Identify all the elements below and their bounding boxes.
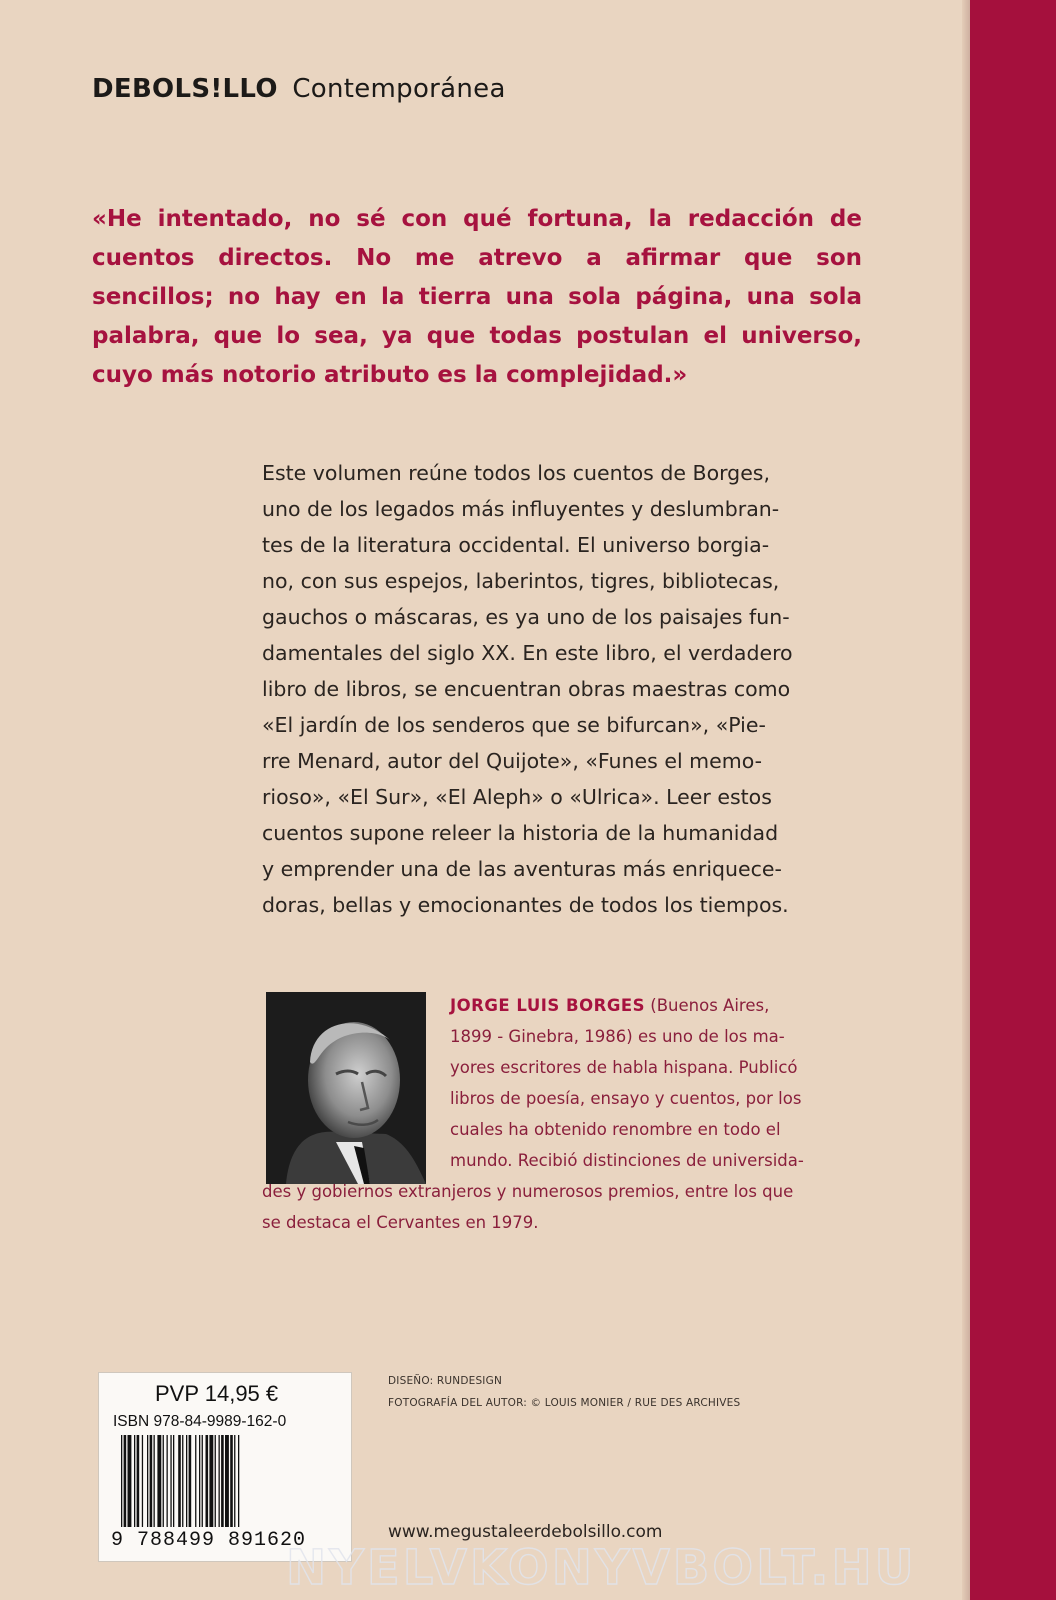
barcode	[119, 1435, 337, 1527]
barcode-bar	[121, 1435, 122, 1527]
design-credit: DISEÑO: RUNDESIGN	[388, 1375, 502, 1387]
description-line: rre Menard, autor del Quijote», «Funes el memo-	[262, 749, 763, 773]
barcode-bar	[182, 1435, 183, 1527]
barcode-bar	[215, 1435, 216, 1527]
barcode-bar	[163, 1435, 164, 1527]
book-description	[262, 455, 864, 923]
barcode-bar	[186, 1435, 187, 1527]
barcode-bar	[137, 1435, 140, 1527]
description-line: damentales del siglo XX. En este libro, el verdadero	[262, 641, 793, 665]
bio-line: se destaca el Cervantes en 1979.	[262, 1213, 539, 1232]
barcode-bar	[238, 1435, 239, 1527]
barcode-bar	[202, 1435, 203, 1527]
barcode-number: 9 788499 891620	[111, 1529, 307, 1552]
description-line: doras, bellas y emocionantes de todos los tiempos.	[262, 893, 789, 917]
author-quote: «He intentado, no sé con qué fortuna, la redacción de cuentos directos. No me atrevo a afirmar que son sencillos; no hay en la tierra una sola página, una sola palabra, que lo sea, ya que todas postulan el universo, cuyo más notorio atributo es la complejidad.»	[92, 206, 862, 388]
barcode-bar	[219, 1435, 220, 1527]
barcode-bar	[170, 1435, 171, 1527]
barcode-bar	[234, 1435, 235, 1527]
description-line: rioso», «El Sur», «El Aleph» o «Ulrica». Leer estos	[262, 785, 772, 809]
watermark: NYELVKONYVBOLT.HU	[286, 1540, 917, 1596]
bio-line: (Buenos Aires,	[645, 996, 770, 1015]
bio-line: libros de poesía, ensayo y cuentos, por los	[450, 1089, 802, 1108]
barcode-bar	[225, 1435, 229, 1527]
description-line: Este volumen reúne todos los cuentos de Borges,	[262, 461, 771, 485]
description-line: uno de los legados más influyentes y deslumbran-	[262, 497, 780, 521]
barcode-bar	[173, 1435, 174, 1527]
barcode-bar	[206, 1435, 209, 1527]
barcode-bar	[150, 1435, 153, 1527]
barcode-bar	[195, 1435, 196, 1527]
bio-line: cuales ha obtenido renombre en todo el	[450, 1120, 781, 1139]
barcode-bar	[221, 1435, 224, 1527]
barcode-label	[98, 1372, 352, 1562]
barcode-bar	[142, 1435, 143, 1527]
bio-line: des y gobiernos extranjeros y numerosos premios, entre los que	[262, 1182, 794, 1201]
photo-credit: FOTOGRAFÍA DEL AUTOR: © LOUIS MONIER / RUE DES ARCHIVES	[388, 1397, 741, 1409]
description-line: y emprender una de las aventuras más enriquece-	[262, 857, 782, 881]
barcode-bar	[134, 1435, 135, 1527]
description-line: libro de libros, se encuentran obras maestras como	[262, 677, 791, 701]
author-biography	[262, 990, 864, 1238]
book-spine	[970, 0, 1056, 1600]
barcode-bar	[167, 1435, 168, 1527]
barcode-bar	[189, 1435, 192, 1527]
barcode-bar	[154, 1435, 155, 1527]
description-line: no, con sus espejos, laberintos, tigres, bibliotecas,	[262, 569, 780, 593]
description-line: «El jardín de los senderos que se bifurcan», «Pie-	[262, 713, 766, 737]
barcode-bar	[147, 1435, 148, 1527]
description-line: gauchos o máscaras, es ya uno de los paisajes fun-	[262, 605, 790, 629]
bio-line: 1899 - Ginebra, 1986) es uno de los ma-	[450, 1027, 785, 1046]
bio-line: mundo. Recibió distinciones de universida-	[450, 1151, 804, 1170]
credits	[388, 1370, 740, 1414]
bio-line: yores escritores de habla hispana. Publicó	[450, 1058, 798, 1077]
series-name: Contemporánea	[292, 74, 506, 104]
barcode-bar	[128, 1435, 132, 1527]
publisher-website: www.megustaleerdebolsillo.com	[388, 1522, 663, 1542]
bio-first-line	[262, 990, 864, 1021]
barcode-bar	[230, 1435, 233, 1527]
publisher-brand	[92, 74, 506, 104]
publisher-logo: DEBOLS!LLO	[92, 74, 278, 104]
barcode-bar	[178, 1435, 181, 1527]
description-line: cuentos supone releer la historia de la humanidad	[262, 821, 779, 845]
barcode-bar	[199, 1435, 200, 1527]
barcode-bar	[157, 1435, 161, 1527]
description-line: tes de la literatura occidental. El universo borgia-	[262, 533, 770, 557]
author-name: JORGE LUIS BORGES	[450, 996, 646, 1015]
isbn: ISBN 978-84-9989-162-0	[113, 1413, 287, 1430]
price: PVP 14,95 €	[155, 1381, 279, 1406]
barcode-bar	[209, 1435, 213, 1527]
barcode-bar	[124, 1435, 127, 1527]
